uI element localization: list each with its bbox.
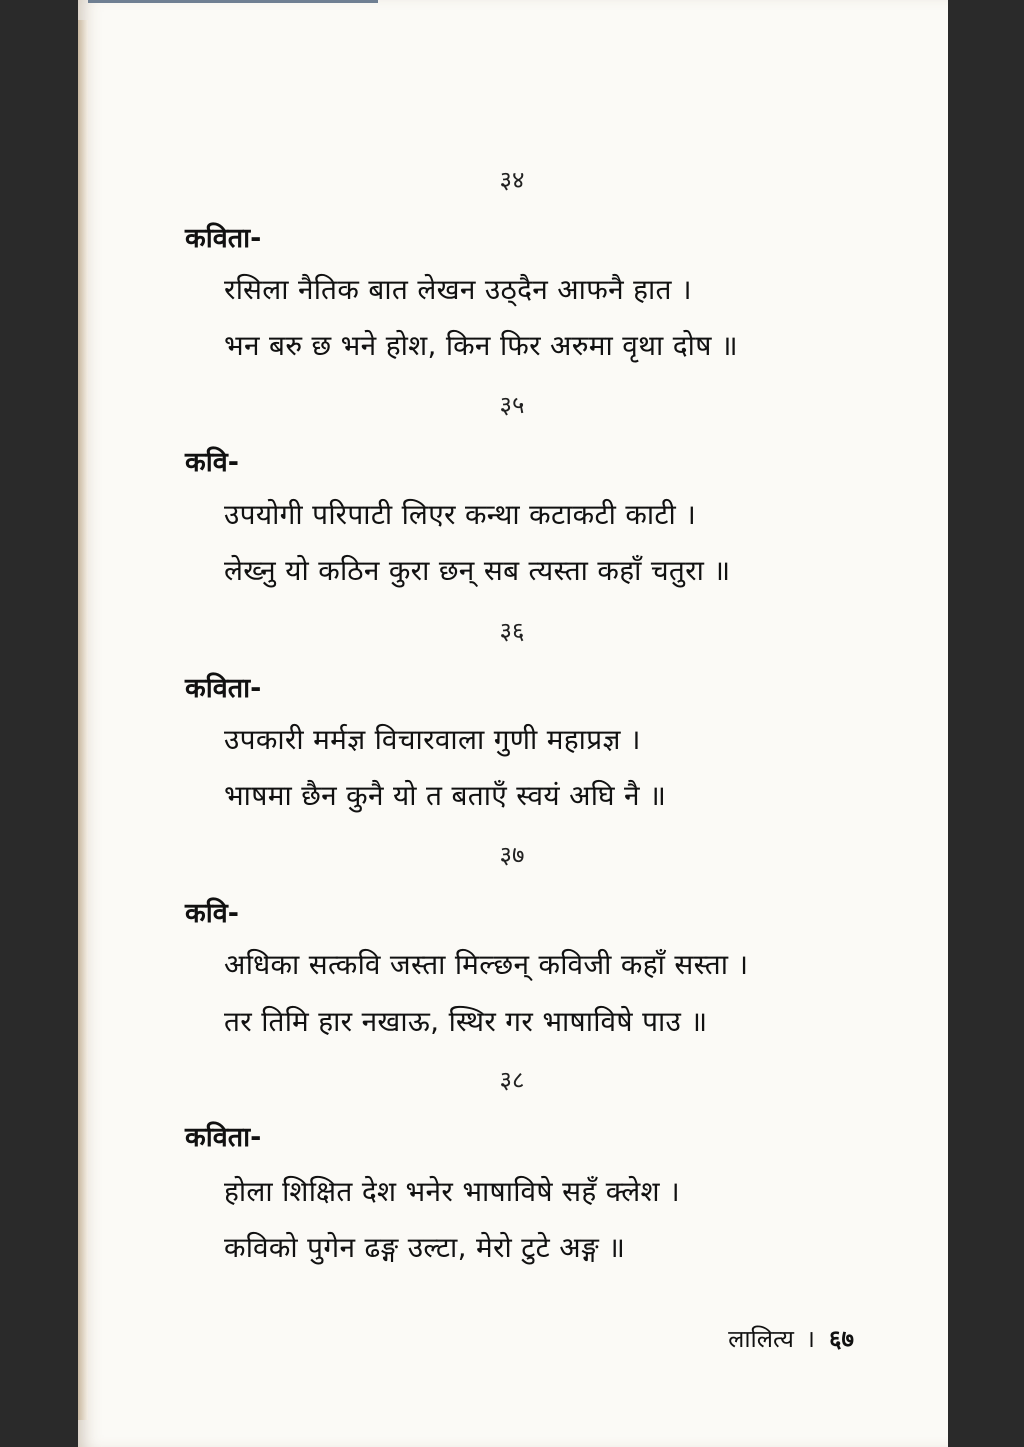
verse-number: ३५ [499, 391, 525, 419]
verse-line: उपयोगी परिपाटी लिएर कन्था कटाकटी काटी । [224, 498, 697, 531]
page-number: ६७ [829, 1325, 854, 1353]
verse-heading: कविता- [185, 673, 262, 704]
verse-line: तर तिमि हार नखाऊ, स्थिर गर भाषाविषे पाउ ॥ [224, 1005, 708, 1038]
page-spine-shadow [78, 20, 88, 1420]
verse-line: भन बरु छ भने होश, किन फिर अरुमा वृथा दोष ॥ [224, 329, 738, 362]
verse-heading: कविता- [185, 223, 262, 254]
verse-line: रसिला नैतिक बात लेखन उठ्दैन आफनै हात । [224, 273, 692, 306]
verse-line: उपकारी मर्मज्ञ विचारवाला गुणी महाप्रज्ञ । [224, 723, 641, 756]
verse-number: ३८ [499, 1066, 525, 1094]
verse-line: अधिका सत्कवि जस्ता मिल्छन् कविजी कहाँ सस्ता । [224, 948, 749, 981]
page-top-edge [88, 0, 378, 3]
verse-heading: कवि- [185, 898, 239, 929]
verse-line: होला शिक्षित देश भनेर भाषाविषे सहँ क्लेश । [224, 1175, 680, 1208]
page-footer [728, 1322, 854, 1355]
verse-line: लेख्नु यो कठिन कुरा छन् सब त्यस्ता कहाँ चतुरा ॥ [224, 554, 731, 587]
verse-number: ३७ [499, 841, 525, 869]
verse-line: कविको पुगेन ढङ्ग उल्टा, मेरो टुटे अङ्ग ॥ [224, 1231, 626, 1264]
book-title: लालित्य [728, 1325, 794, 1353]
verse-line: भाषमा छैन कुनै यो त बताएँ स्वयं अघि नै ॥ [224, 779, 667, 812]
footer-separator: । [805, 1325, 816, 1353]
verse-heading: कवि- [185, 447, 239, 478]
verse-number: ३६ [499, 617, 525, 645]
verse-number: ३४ [499, 166, 525, 194]
verse-heading: कविता- [185, 1122, 262, 1153]
